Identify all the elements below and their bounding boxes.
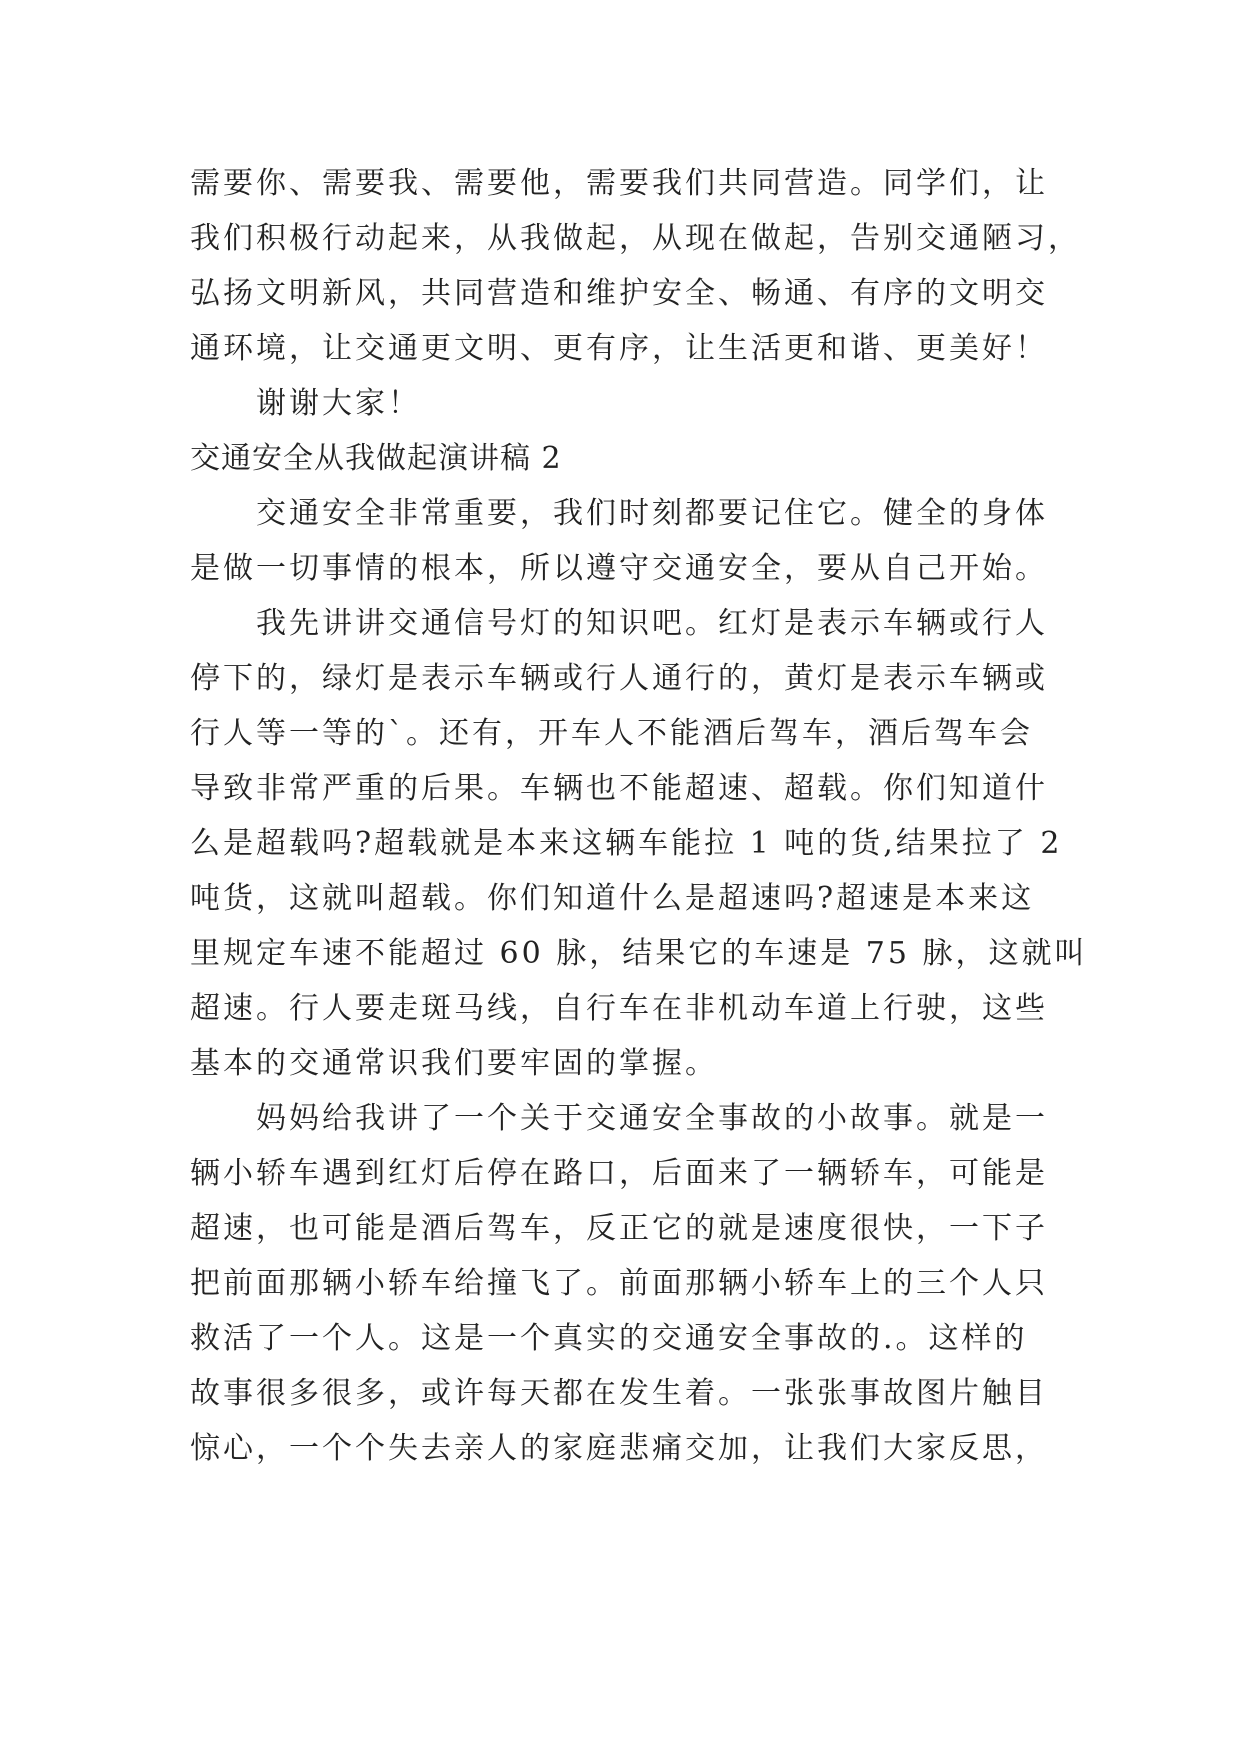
paragraph-line: 我先讲讲交通信号灯的知识吧。红灯是表示车辆或行人 [256,606,1048,641]
paragraph-line: 吨货，这就叫超载。你们知道什么是超速吗?超速是本来这 [190,881,1035,916]
paragraph-line: 行人等一等的`。还有，开车人不能酒后驾车，酒后驾车会 [190,716,1033,751]
paragraph-line: 基本的交通常识我们要牢固的掌握。 [190,1046,718,1081]
paragraph-line: 交通安全非常重要，我们时刻都要记住它。健全的身体 [256,496,1048,531]
paragraph-line: 需要你、需要我、需要他，需要我们共同营造。同学们，让 [190,166,1048,201]
paragraph-line: 故事很多很多，或许每天都在发生着。一张张事故图片触目 [190,1376,1048,1411]
paragraph-line: 妈妈给我讲了一个关于交通安全事故的小故事。就是一 [256,1101,1048,1136]
paragraph-line: 导致非常严重的后果。车辆也不能超速、超载。你们知道什 [190,771,1048,806]
paragraph-line: 通环境，让交通更文明、更有序，让生活更和谐、更美好！ [190,331,1048,366]
paragraph-line: 救活了一个人。这是一个真实的交通安全事故的.。这样的 [190,1321,1028,1356]
paragraph-line: 把前面那辆小轿车给撞飞了。前面那辆小轿车上的三个人只 [190,1266,1048,1301]
paragraph-line: 停下的，绿灯是表示车辆或行人通行的，黄灯是表示车辆或 [190,661,1048,696]
paragraph-line: 是做一切事情的根本，所以遵守交通安全，要从自己开始。 [190,551,1048,586]
paragraph-line: 超速。行人要走斑马线，自行车在非机动车道上行驶，这些 [190,991,1048,1026]
document-body [190,156,1088,1476]
paragraph-line: 里规定车速不能超过 60 脉，结果它的车速是 75 脉，这就叫 [190,936,1088,971]
paragraph-line: 弘扬文明新风，共同营造和维护安全、畅通、有序的文明交 [190,276,1048,311]
section-heading: 交通安全从我做起演讲稿 2 [190,441,562,476]
closing-line: 谢谢大家！ [256,386,421,421]
paragraph-line: 我们积极行动起来，从我做起，从现在做起，告别交通陋习， [190,221,1081,256]
paragraph-line: 惊心，一个个失去亲人的家庭悲痛交加，让我们大家反思， [190,1431,1048,1466]
paragraph-line: 辆小轿车遇到红灯后停在路口，后面来了一辆轿车，可能是 [190,1156,1048,1191]
paragraph-line: 么是超载吗?超载就是本来这辆车能拉 1 吨的货,结果拉了 2 [190,826,1063,861]
paragraph-line: 超速，也可能是酒后驾车，反正它的就是速度很快，一下子 [190,1211,1048,1246]
